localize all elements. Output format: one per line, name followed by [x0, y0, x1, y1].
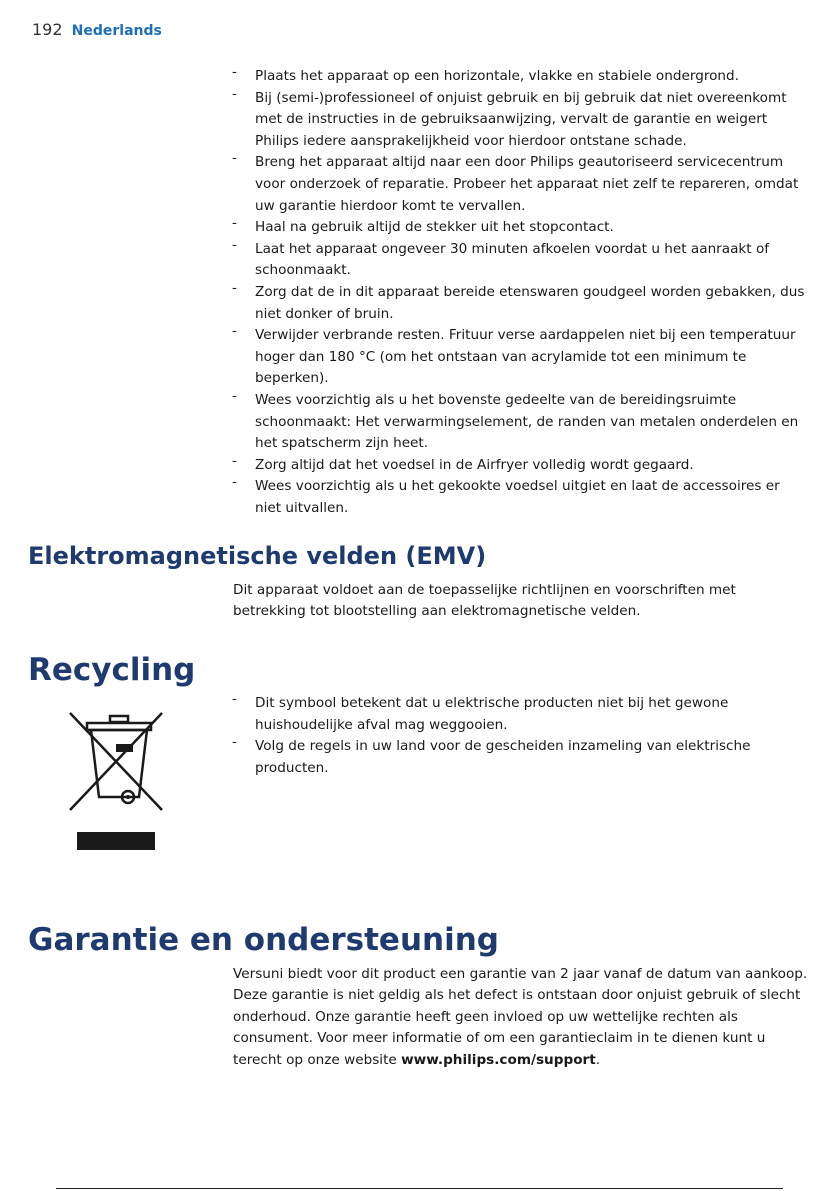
recycling-list: [232, 693, 808, 779]
list-item: - Breng het apparaat altijd naar een door Philips geautoriseerd servicecentrum voor onderzoek of reparatie. Probeer het apparaat niet zelf te repareren, omdat uw garantie hierdoor komt te vervallen.: [232, 150, 799, 214]
list-item: - Volg de regels in uw land voor de gescheiden inzameling van elektrische producten.: [232, 734, 751, 776]
list-item: - Wees voorzichtig als u het gekookte voedsel uitgiet en laat de accessoires er niet uitvallen.: [232, 474, 780, 516]
page-header: [32, 20, 162, 39]
support-link[interactable]: www.philips.com/support: [401, 1051, 596, 1068]
crossed-out-wheelie-bin-icon: [66, 708, 166, 853]
recycling-heading: Recycling: [28, 652, 196, 688]
list-item: - Haal na gebruik altijd de stekker uit het stopcontact.: [232, 215, 614, 236]
emv-text: Dit apparaat voldoet aan de toepasselijke richtlijnen en voorschriften met betrekking tot blootstelling aan elektromagnetische velden.: [233, 582, 736, 620]
warranty-text: Versuni biedt voor dit product een garantie van 2 jaar vanaf de datum van aankoop. Deze garantie is niet geldig als het defect is ontstaan door onjuist gebruik of slecht onderhoud. Onze garantie heeft geen invloed op uw wettelijke rechten als consument. Voor meer informatie of om een garantieclaim in te dienen kunt u terecht op onze website www.philips.com/support.: [233, 966, 808, 1068]
list-item: - Dit symbool betekent dat u elektrische producten niet bij het gewone huishoudelijke afval mag weggooien.: [232, 691, 729, 733]
section-label: Nederlands: [71, 23, 162, 39]
page-number: 192: [32, 20, 63, 39]
safety-list: [232, 66, 808, 519]
list-item: - Bij (semi-)professioneel of onjuist gebruik en bij gebruik dat niet overeenkomt met de instructies in de gebruiksaanwijzing, vervalt de garantie en weigert Philips iedere aansprakelijkheid voor hierdoor ontstane schade.: [232, 85, 787, 149]
list-item: - Laat het apparaat ongeveer 30 minuten afkoelen voordat u het aanraakt of schoonmaakt.: [232, 236, 770, 279]
footer-divider: [56, 1188, 783, 1189]
warranty-heading: Garantie en ondersteuning: [28, 922, 499, 958]
list-item: - Wees voorzichtig als u het bovenste gedeelte van de bereidingsruimte schoonmaakt: Het verwarmingselement, de randen van metalen onderdelen en het spatscherm zijn heet.: [232, 387, 799, 452]
list-item: - Verwijder verbrande resten. Frituur verse aardappelen niet bij een temperatuur hoger dan 180 °C (om het ontstaan van acrylamide tot een minimum te beperken).: [232, 323, 796, 387]
list-item: - Zorg altijd dat het voedsel in de Airfryer volledig wordt gegaard.: [232, 452, 694, 473]
list-item: - Zorg dat de in dit apparaat bereide etenswaren goudgeel worden gebakken, dus niet donker of bruin.: [232, 279, 805, 322]
emv-heading: Elektromagnetische velden (EMV): [28, 542, 487, 570]
list-item: - Plaats het apparaat op een horizontale, vlakke en stabiele ondergrond.: [232, 64, 739, 84]
